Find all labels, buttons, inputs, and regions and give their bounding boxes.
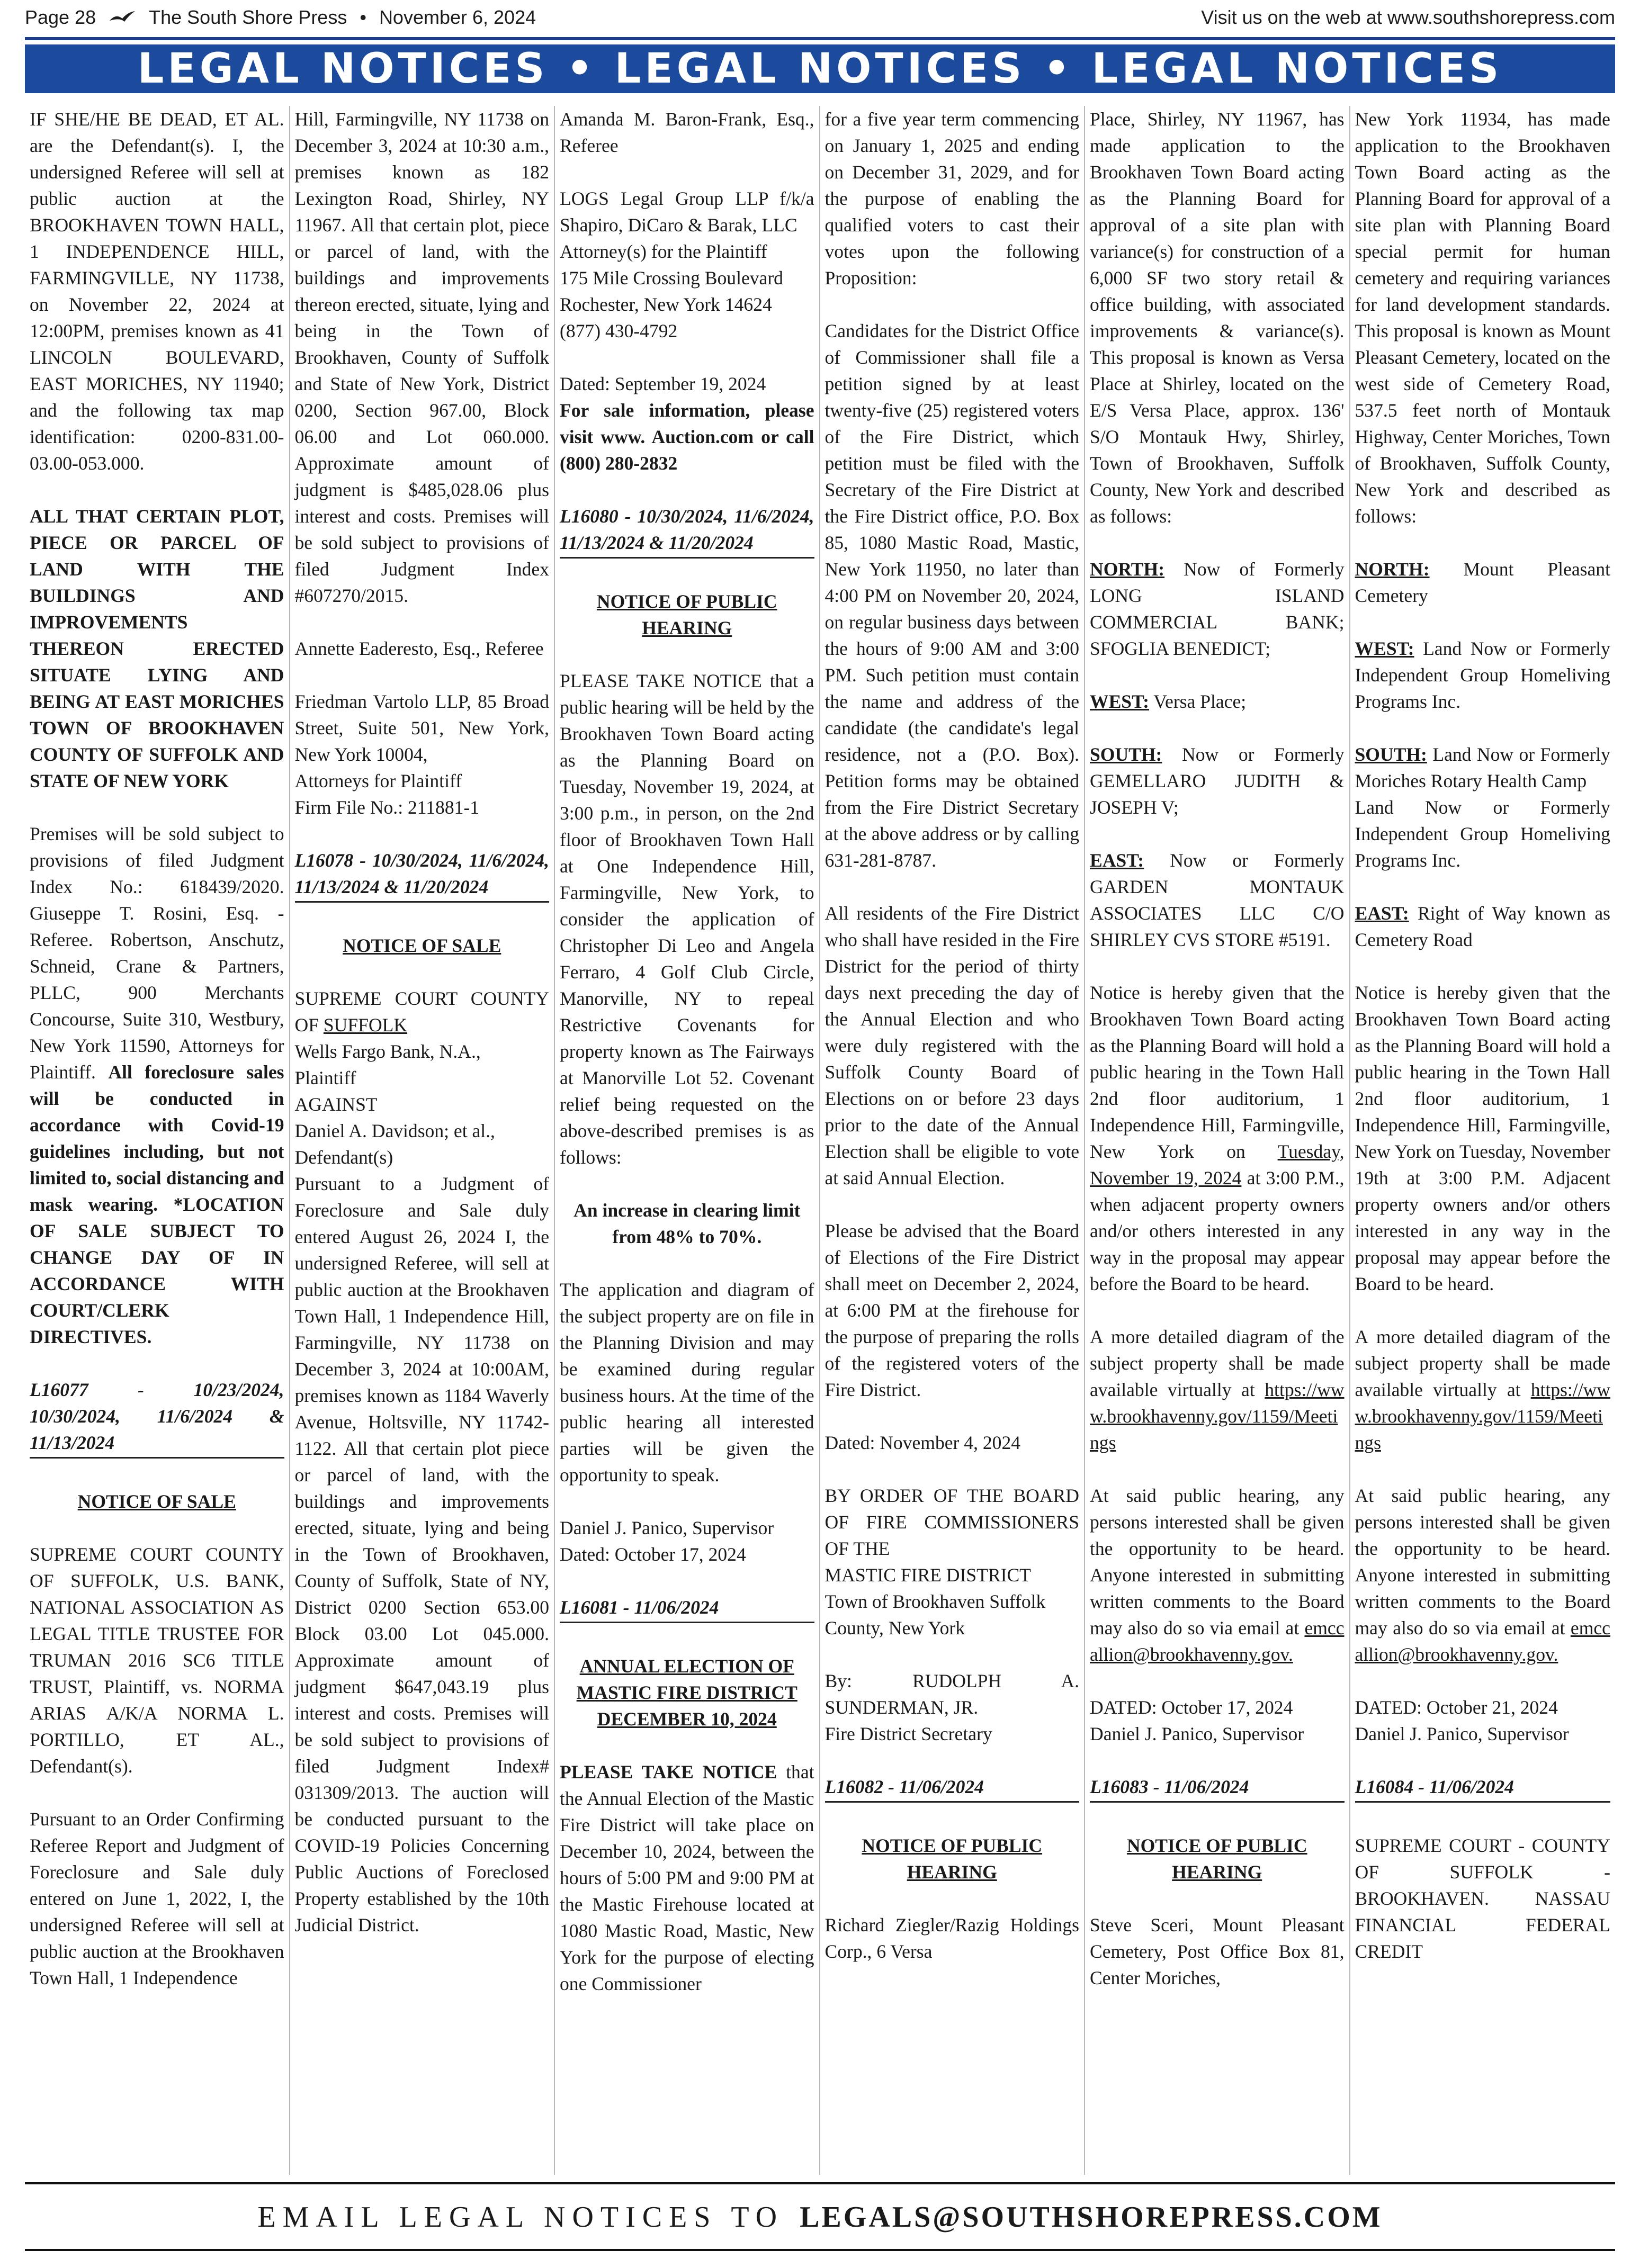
- text: at 3:00 P.M., when adjacent property owners and/or others interested in any way in the proposal may appear before the Board to be heard.: [1090, 1167, 1345, 1294]
- text-bold: EAST:: [1355, 903, 1409, 924]
- legal-notices-banner: [25, 44, 1615, 93]
- paragraph: IF SHE/HE BE DEAD, ET AL. are the Defendant(s). I, the undersigned Referee will sell at public auction at the BROOKHAVEN TOWN HALL, 1 INDEPENDENCE HILL, FARMINGVILLE, NY 11738, on November 22, 2024 at 12:00PM, premises known as 41 LINCOLN BOULEVARD, EAST MORICHES, NY 11940; and the following tax map identification: 0200-831.00-03.00-053.000.: [30, 109, 284, 474]
- paragraph: Annette Eaderesto, Esq., Referee: [294, 638, 544, 659]
- email-link[interactable]: emccallion@brookhavenny.gov.: [1090, 1617, 1345, 1665]
- issue-date: November 6, 2024: [379, 6, 536, 28]
- paragraph: SUPREME COURT COUNTY OF SUFFOLK, U.S. BANK, NATIONAL ASSOCIATION AS LEGAL TITLE TRUSTEE FOR TRUMAN 2016 SC6 TITLE TRUST, Plaintiff, vs. NORMA ARIAS A/K/A NORMA L. PORTILLO, ET AL., Defendant(s).: [30, 1544, 284, 1777]
- text: (877) 430-4792: [560, 320, 678, 341]
- paragraph: Amanda M. Baron-Frank, Esq., Referee: [560, 109, 814, 156]
- notice-heading: NOTICE OF PUBLIC HEARING: [862, 1835, 1043, 1883]
- text: Friedman Vartolo LLP, 85 Broad Street, Suite 501, New York, New York 10004,: [294, 691, 549, 765]
- text-bold: All foreclosure sales will be conducted in accordance with Covid-19 guidelines including, but not limited to, social distancing and mask wearing. *LOCATION OF SALE SUBJECT TO CHANGE DAY OF IN ACCORDANCE WITH COURT/CLERK DIRECTIVES.: [30, 1061, 284, 1347]
- text: Defendant(s): [294, 1147, 393, 1168]
- text: Plaintiff: [294, 1067, 356, 1088]
- header-rule: [25, 37, 1615, 40]
- text: Daniel A. Davidson; et al.,: [294, 1120, 495, 1141]
- website-line[interactable]: Visit us on the web at www.southshorepress.com: [1201, 6, 1615, 28]
- header-left: [25, 6, 536, 29]
- text: Land Now or Formerly Independent Group Homeliving Programs Inc.: [1355, 797, 1610, 871]
- boundary-south: [1090, 741, 1345, 821]
- notice-columns: [25, 106, 1615, 2175]
- column-5: [1085, 106, 1350, 2175]
- paragraph: [825, 1482, 1080, 1641]
- paragraph: [560, 1759, 814, 1997]
- text: Versa Place;: [1149, 691, 1247, 712]
- paragraph: Place, Shirley, NY 11967, has made application to the Brookhaven Town Board acting as the Planning Board for approval of a site plan with variance(s) for construction of a 6,000 SF two story retail & office building, with associated improvements & variance(s). This proposal is known as Versa Place at Shirley, located on the E/S Versa Place, approx. 136' S/O Montauk Hwy, Shirley, Town of Brookhaven, Suffolk County, New York and described as follows:: [1090, 109, 1345, 527]
- text: Attorneys for Plaintiff: [294, 770, 462, 791]
- text: At said public hearing, any persons interested shall be given the opportunity to be heard. Anyone interested in submitting written comments to the Board may also do so via email at: [1355, 1485, 1610, 1639]
- text: Fire District Secretary: [825, 1723, 992, 1744]
- text: Daniel J. Panico, Supervisor: [1090, 1723, 1304, 1744]
- boundary-south: [1355, 741, 1610, 874]
- email-link[interactable]: emccallion@brookhavenny.gov.: [1355, 1617, 1610, 1665]
- paragraph: [1355, 1324, 1610, 1456]
- paragraph: PLEASE TAKE NOTICE that a public hearing will be held by the Brookhaven Town Board acting as the Planning Board on Tuesday, November 19, 2024, at 3:00 p.m., in person, on the 2nd floor of Brookhaven Town Hall at One Independence Hill, Farmingville, New York, to consider the application of Christopher Di Leo and Angela Ferraro, 4 Golf Club Circle, Manorville, NY to repeal Restrictive Covenants for property known as The Fairways at Manorville Lot 52. Covenant relief being requested on the above-described premises is as follows:: [560, 670, 814, 1168]
- text: Mount Pleasant Cemetery: [1355, 559, 1610, 606]
- boundary-east: [1090, 847, 1345, 953]
- publication-name: The South Shore Press: [149, 6, 347, 28]
- paragraph: Steve Sceri, Mount Pleasant Cemetery, Post Office Box 81, Center Moriches,: [1090, 1914, 1345, 1988]
- text: At said public hearing, any persons interested shall be given the opportunity to be heard. Anyone interested in submitting written comments to the Board may also do so via email at: [1090, 1485, 1345, 1639]
- text-bold: SOUTH:: [1355, 744, 1427, 765]
- paragraph: Richard Ziegler/Razig Holdings Corp., 6 Versa: [825, 1914, 1079, 1962]
- column-1: [25, 106, 290, 2175]
- text: DATED: October 17, 2024: [1090, 1697, 1293, 1718]
- boundary-west: [1355, 635, 1610, 715]
- paragraph: for a five year term commencing on January 1, 2025 and ending on December 31, 2029, and for the purpose of enabling the qualified voters to cast their votes upon the following Proposition:: [825, 109, 1079, 289]
- text-bold: PLEASE TAKE NOTICE: [560, 1761, 777, 1783]
- text: A more detailed diagram of the subject property shall be made available virtually at: [1355, 1326, 1610, 1400]
- text: Attorney(s) for the Plaintiff: [560, 241, 767, 262]
- footer-rule: [25, 2182, 1615, 2184]
- paragraph: [295, 985, 550, 1171]
- notice-heading: NOTICE OF PUBLIC HEARING: [1126, 1835, 1307, 1883]
- text: 175 Mile Crossing Boulevard: [560, 267, 783, 289]
- page-header: [25, 0, 1615, 35]
- notice-heading: ANNUAL ELECTION OF MASTIC FIRE DISTRICT DECEMBER 10, 2024: [576, 1655, 797, 1730]
- text: LOGS Legal Group LLP f/k/a Shapiro, DiCaro & Barak, LLC: [560, 188, 814, 236]
- paragraph: [1355, 1694, 1610, 1747]
- paragraph: Pursuant to an Order Confirming Referee Report and Judgment of Foreclosure and Sale duly entered on June 1, 2022, I, the undersigned Referee will sell at public auction at the Brookhaven Town Hall, 1 Independence: [30, 1808, 284, 1988]
- notice-heading: NOTICE OF PUBLIC HEARING: [596, 591, 777, 638]
- notice-reference: L16077 - 10/23/2024, 10/30/2024, 11/6/2024 & 11/13/2024: [30, 1376, 284, 1459]
- paragraph: Candidates for the District Office of Commissioner shall file a petition signed by at least twenty-five (25) registered voters of the Fire District, which petition must be filed with the Secretary of the Fire District at the Fire District office, P.O. Box 85, 1080 Mastic Road, Mastic, New York 11950, no later than 4:00 PM on November 20, 2024, on regular business days between the hours of 9:00 AM and 3:00 PM. Such petition must contain the name and address of the candidate (the candidate's legal residence, not a (P.O. Box). Petition forms may be obtained from the Fire District Secretary at the above address or by calling 631-281-8787.: [825, 320, 1079, 871]
- text: DATED: October 21, 2024: [1355, 1697, 1558, 1718]
- notice-reference: L16078 - 10/30/2024, 11/6/2024, 11/13/2024 & 11/20/2024: [295, 847, 550, 903]
- text: Now or Formerly GARDEN MONTAUK ASSOCIATES LLC C/O SHIRLEY CVS STORE #5191.: [1090, 850, 1345, 950]
- text: BY ORDER OF THE BOARD OF FIRE COMMISSIONERS OF THE: [825, 1485, 1079, 1559]
- text: that the Annual Election of the Mastic Fire District will take place on December 10, 2024, between the hours of 5:00 PM and 9:00 PM at the Mastic Firehouse located at 1080 Mastic Road, Mastic, New York for the purpose of electing one Commissioner: [560, 1761, 814, 1994]
- notice-reference: L16084 - 11/06/2024: [1355, 1774, 1610, 1803]
- text: By: RUDOLPH A. SUNDERMAN, JR.: [825, 1670, 1079, 1718]
- text: Now or Formerly GEMELLARO JUDITH & JOSEPH V;: [1090, 744, 1345, 818]
- paragraph: [295, 688, 550, 821]
- header-separator: •: [360, 6, 366, 28]
- page-number: Page 28: [25, 6, 96, 28]
- text-bold: For sale information, please visit www. Auction.com or call (800) 280-2832: [560, 400, 814, 474]
- meetings-link[interactable]: https://www.brookhavenny.gov/1159/Meetings: [1090, 1379, 1345, 1453]
- text: Town of Brookhaven Suffolk County, New York: [825, 1591, 1046, 1639]
- page-footer: [25, 2196, 1615, 2238]
- paragraph: [825, 1668, 1080, 1747]
- text-bold: SOUTH:: [1090, 744, 1162, 765]
- paragraph: [1355, 1482, 1610, 1668]
- text: Right of Way known as Cemetery Road: [1355, 903, 1610, 950]
- paragraph: Pursuant to a Judgment of Foreclosure and Sale duly entered August 26, 2024 I, the undersigned Referee, will sell at public auction at the Brookhaven Town Hall, 1 Independence Hill, Farmingville, NY 11738 on December 3, 2024 at 10:00AM, premises known as 1184 Waverly Avenue, Holtsville, NY 11742-1122. All that certain plot piece or parcel of land, with the buildings and improvements erected, situate, lying and being in the Town of Brookhaven, County of Suffolk, State of NY, District 0200 Section 653.00 Block 03.00 Lot 045.000. Approximate amount of judgment $647,043.19 plus interest and costs. Premises will be sold subject to provisions of filed Judgment Index# 031309/2013. The auction will be conducted pursuant to the COVID-19 Policies Concerning Public Auctions of Foreclosed Property established by the 10th Judicial District.: [294, 1173, 549, 1936]
- paragraph: [1090, 979, 1345, 1297]
- legals-email[interactable]: LEGALS@SOUTHSHOREPRESS.COM: [800, 2201, 1383, 2234]
- paragraph: [560, 185, 814, 344]
- text: Rochester, New York 14624: [560, 294, 772, 315]
- text-bold: WEST:: [1090, 691, 1150, 712]
- text: AGAINST: [294, 1094, 378, 1115]
- text: Premises will be sold subject to provisions of filed Judgment Index No.: 618439/2020. Giuseppe T. Rosini, Esq. - Referee. Robertson, Anschutz, Schneid, Crane & Partners, PLLC, 900 Merchants Concourse, Suite 310, Westbury, New York 11590, Attorneys for Plaintiff.: [30, 823, 284, 1083]
- notice-reference: L16081 - 11/06/2024: [560, 1594, 814, 1623]
- text: Wells Fargo Bank, N.A.,: [294, 1041, 481, 1062]
- text: Now of Formerly LONG ISLAND COMMERCIAL BANK; SFOGLIA BENEDICT;: [1090, 559, 1345, 659]
- footer-rule: [25, 2249, 1615, 2251]
- notice-heading: NOTICE OF SALE: [343, 935, 501, 956]
- paragraph: Dated: November 4, 2024: [825, 1432, 1021, 1453]
- column-4: [820, 106, 1086, 2175]
- notice-reference: L16083 - 11/06/2024: [1090, 1774, 1345, 1803]
- paragraph: Notice is hereby given that the Brookhaven Town Board acting as the Planning Board will hold a public hearing in the Town Hall 2nd floor auditorium, 1 Independence Hill, Farmingville, New York on Tuesday, November 19th at 3:00 P.M. Adjacent property owners and/or others interested in any way in the proposal may appear before the Board to be heard.: [1355, 982, 1610, 1294]
- boundary-north: [1355, 556, 1610, 609]
- paragraph: Hill, Farmingville, NY 11738 on December 3, 2024 at 10:30 a.m., premises known as 182 Lexington Road, Shirley, NY 11967. All that certain plot, piece or parcel of land, with the buildings and improvements thereon erected, situate, lying and being in the Town of Brookhaven, County of Suffolk and State of New York, District 0200, Section 967.00, Block 06.00 and Lot 060.000. Approximate amount of judgment is $485,028.06 plus interest and costs. Premises will be sold subject to provisions of filed Judgment Index #607270/2015.: [294, 109, 549, 606]
- boundary-east: [1355, 900, 1610, 953]
- column-3: [555, 106, 820, 2175]
- paragraph: SUPREME COURT - COUNTY OF SUFFOLK - BROOKHAVEN. NASSAU FINANCIAL FEDERAL CREDIT: [1355, 1835, 1610, 1962]
- footer-lead: EMAIL LEGAL NOTICES TO: [257, 2201, 784, 2234]
- paragraph: [560, 1515, 814, 1568]
- column-6: [1350, 106, 1615, 2175]
- hearing-date: Tuesday, November 19, 2024: [1090, 1141, 1345, 1189]
- seagull-logo-icon: [109, 10, 136, 25]
- text: SUPREME COURT COUNTY OF: [294, 988, 549, 1036]
- text: Daniel J. Panico, Supervisor: [1355, 1723, 1569, 1744]
- paragraph: [1090, 1482, 1345, 1668]
- paragraph: [30, 821, 284, 1350]
- boundary-north: [1090, 556, 1345, 662]
- paragraph: All residents of the Fire District who shall have resided in the Fire District for the period of thirty days next preceding the day of the Annual Election and who were duly registered with the Suffolk County Board of Elections on or before 23 days prior to the date of the Annual Election shall be eligible to vote at said Annual Election.: [825, 903, 1079, 1189]
- paragraph: [1090, 1324, 1345, 1456]
- text-bold: NORTH:: [1355, 559, 1430, 580]
- banner-text: LEGAL NOTICES • LEGAL NOTICES • LEGAL NOTICES: [137, 45, 1503, 93]
- covenant-request: An increase in clearing limit from 48% to 70%.: [573, 1200, 801, 1247]
- text: Land Now or Formerly Independent Group Homeliving Programs Inc.: [1355, 638, 1610, 712]
- text-bold: EAST:: [1090, 850, 1144, 871]
- paragraph: [560, 371, 814, 476]
- boundary-west: [1090, 688, 1345, 715]
- paragraph: [1090, 1694, 1345, 1747]
- text-bold: NORTH:: [1090, 559, 1165, 580]
- paragraph: The application and diagram of the subject property are on file in the Planning Division and may be examined during regular business hours. At the time of the public hearing all interested parties will be given the opportunity to speak.: [560, 1279, 814, 1486]
- column-2: [290, 106, 555, 2175]
- text-underlined: SUFFOLK: [323, 1014, 408, 1036]
- text: Daniel J. Panico, Supervisor: [560, 1517, 774, 1538]
- text: MASTIC FIRE DISTRICT: [825, 1564, 1031, 1586]
- text: Firm File No.: 211881-1: [294, 797, 480, 818]
- notice-reference: L16080 - 10/30/2024, 11/6/2024, 11/13/2024 & 11/20/2024: [560, 503, 814, 559]
- notice-reference: L16082 - 11/06/2024: [825, 1774, 1080, 1803]
- paragraph-bold: ALL THAT CERTAIN PLOT, PIECE OR PARCEL OF LAND WITH THE BUILDINGS AND IMPROVEMENTS THEREON ERECTED SITUATE LYING AND BEING AT EAST MORICHES TOWN OF BROOKHAVEN COUNTY OF SUFFOLK AND STATE OF NEW YORK: [30, 506, 284, 791]
- text: Dated: September 19, 2024: [560, 373, 766, 394]
- paragraph: Please be advised that the Board of Elections of the Fire District shall meet on December 2, 2024, at 6:00 PM at the firehouse for the purpose of preparing the rolls of the registered voters of the Fire District.: [825, 1220, 1079, 1400]
- notice-heading: NOTICE OF SALE: [77, 1491, 236, 1512]
- text: A more detailed diagram of the subject property shall be made available virtually at: [1090, 1326, 1345, 1400]
- text-bold: WEST:: [1355, 638, 1414, 659]
- paragraph: New York 11934, has made application to the Brookhaven Town Board acting as the Planning Board for approval of a site plan with Planning Board special permit for human cemetery and requiring variances for land development standards. This proposal is known as Mount Pleasant Cemetery, located on the west side of Cemetery Road, 537.5 feet north of Montauk Highway, Center Moriches, Town of Brookhaven, Suffolk County, New York and described as follows:: [1355, 109, 1610, 527]
- text: Notice is hereby given that the Brookhaven Town Board acting as the Planning Board will hold a public hearing in the Town Hall 2nd floor auditorium, 1 Independence Hill, Farmingville, New York on: [1090, 982, 1345, 1162]
- text: Dated: October 17, 2024: [560, 1544, 746, 1565]
- meetings-link[interactable]: https://www.brookhavenny.gov/1159/Meetings: [1355, 1379, 1610, 1453]
- text: Land Now or Formerly Moriches Rotary Health Camp: [1355, 744, 1610, 791]
